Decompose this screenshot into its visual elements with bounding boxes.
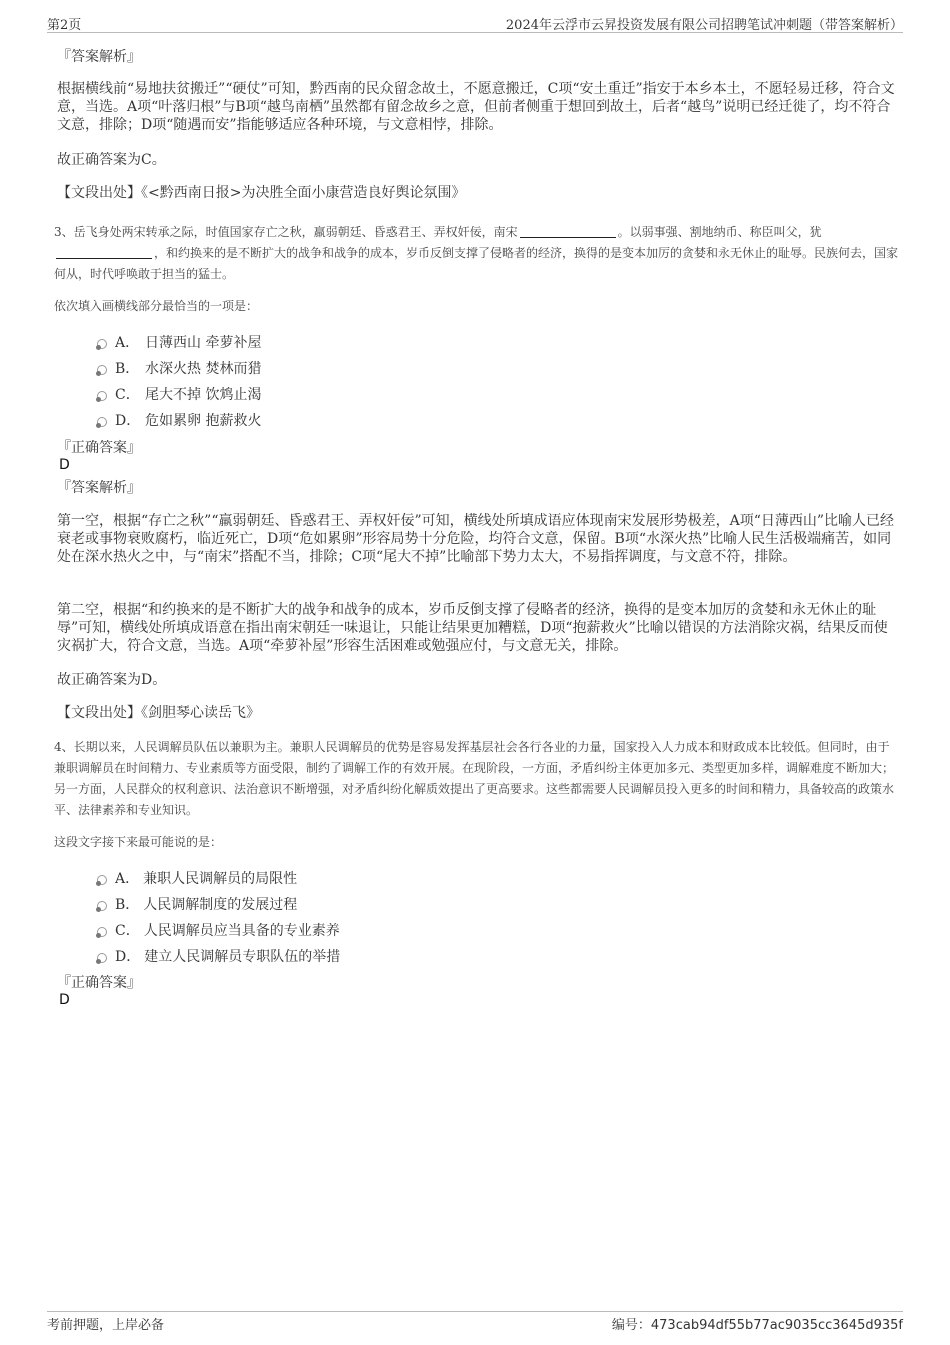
- q4-option-c[interactable]: C． 人民调解员应当具备的专业素养: [97, 920, 340, 940]
- q4-question-text: 4、长期以来，人民调解员队伍以兼职为主。兼职人民调解员的优势是容易发挥基层社会各行各业的力量，国家投入人力成本和财政成本比较低。但同时，由于兼职调解员在时间精力、专业素质等方面受限，制约了调解工作的有效开展。在现阶段，一方面，矛盾纠纷主体更加多元、类型更加多样，调解难度不断加大；另一方面，人民群众的权利意识、法治意识不断增强，对矛盾纠纷化解质效提出了更高要求。这些都需要人民调解员投入更多的时间和精力，具备较高的政策水平、法律素养和专业知识。: [54, 740, 895, 817]
- radio-icon[interactable]: [97, 417, 107, 427]
- footer-divider: [47, 1311, 903, 1312]
- header-divider: [47, 32, 903, 33]
- radio-icon[interactable]: [97, 875, 107, 885]
- q3-text-part3: ，和约换来的是不断扩大的战争和战争的成本，岁币反倒支撑了侵略者的经济，换得的是变本加厉的贪婪和永无休止的耻辱。民族何去，国家何从，时代呼唤敢于担当的猛士。: [54, 246, 899, 281]
- footer-slogan: 考前押题，上岸必备: [47, 1318, 165, 1333]
- q3-analysis-p2: 第二空，根据“和约换来的是不断扩大的战争和战争的成本，岁币反倒支撑了侵略者的经济，换得的是变本加厉的贪婪和永无休止的耻辱”可知，横线处所填成语意在指出南宋朝廷一味退让，只能让结果更加糟糕，D项“抱薪救火”比喻以错误的方法消除灾祸，结果反而使灾祸扩大，符合文意，当选。A项“牵萝补屋”形容生活困难或勉强应付，与文意无关，排除。: [57, 602, 888, 654]
- q2-source: 【文段出处】《<黔西南日报>为决胜全面小康营造良好舆论氛围》: [57, 185, 466, 201]
- radio-icon[interactable]: [97, 365, 107, 375]
- q2-conclusion: 故正确答案为C。: [57, 152, 166, 168]
- q3-correct-answer: D: [59, 457, 70, 473]
- radio-icon[interactable]: [97, 391, 107, 401]
- document-code: 编号：473cab94df55b77ac9035cc3645d935f: [611, 1318, 903, 1333]
- q3-prompt: 依次填入画横线部分最恰当的一项是：: [54, 299, 259, 313]
- q3-text-part2: 。以弱事强、割地纳币、称臣叫父，犹: [617, 225, 822, 239]
- radio-icon[interactable]: [97, 927, 107, 937]
- q3-text-part1: 3、岳飞身处两宋转承之际，时值国家存亡之秋，羸弱朝廷、昏惑君王、弄权奸佞，南宋: [54, 225, 518, 239]
- q3-option-b[interactable]: B． 水深火热 焚林而猎: [97, 358, 261, 378]
- q2-analysis-text: 根据横线前“易地扶贫搬迁”“硬仗”可知，黔西南的民众留念故土，不愿意搬迁，C项“安土重迁”指安于本乡本土，不愿轻易迁移，符合文意，当选。A项“叶落归根”与B项“越鸟南栖”虽然都有留念故乡之意，但前者侧重于想回到故土，后者“越鸟”说明已经迁徙了，均不符合文意，排除；D项“随遇而安”指能够适应各种环境，与文意相悖，排除。: [57, 81, 895, 133]
- q3-blank-1: [520, 225, 616, 238]
- q4-option-b[interactable]: B． 人民调解制度的发展过程: [97, 894, 297, 914]
- q3-analysis-p1: 第一空，根据“存亡之秋”“羸弱朝廷、昏惑君王、弄权奸佞”可知，横线处所填成语应体现南宋发展形势极差，A项“日薄西山”比喻人已经衰老或事物衰败腐朽，临近死亡，D项“危如累卵”形容局势十分危险，均符合文意，保留。B项“水深火热”比喻人民生活极端痛苦，如同处在深水热火之中，与“南宋”搭配不当，排除；C项“尾大不掉”比喻部下势力太大，不易指挥调度，与文意不符，排除。: [57, 513, 895, 565]
- document-title: 2024年云浮市云昇投资发展有限公司招聘笔试冲刺题（带答案解析）: [505, 18, 903, 33]
- q4-correct-answer: D: [59, 992, 70, 1008]
- radio-icon[interactable]: [97, 953, 107, 963]
- page-number: 第2页: [47, 18, 82, 33]
- q4-correct-label: 『正确答案』: [57, 975, 141, 991]
- q3-conclusion: 故正确答案为D。: [57, 672, 167, 688]
- q3-option-a[interactable]: A． 日薄西山 牵萝补屋: [97, 332, 261, 352]
- q3-analysis-label: 『答案解析』: [57, 480, 141, 496]
- q4-option-d[interactable]: D． 建立人民调解员专职队伍的举措: [97, 946, 340, 966]
- q3-correct-label: 『正确答案』: [57, 440, 141, 456]
- q3-question-text: [54, 222, 900, 285]
- q3-option-c[interactable]: C． 尾大不掉 饮鸩止渴: [97, 384, 261, 404]
- q3-option-d[interactable]: D． 危如累卵 抱薪救火: [97, 410, 261, 430]
- radio-icon[interactable]: [97, 901, 107, 911]
- q3-blank-2: [56, 246, 152, 259]
- radio-icon[interactable]: [97, 339, 107, 349]
- q4-option-a[interactable]: A． 兼职人民调解员的局限性: [97, 868, 297, 888]
- q3-source: 【文段出处】《剑胆琴心读岳飞》: [57, 705, 260, 721]
- q2-analysis-label: 『答案解析』: [57, 49, 141, 65]
- q4-prompt: 这段文字接下来最可能说的是：: [54, 835, 223, 849]
